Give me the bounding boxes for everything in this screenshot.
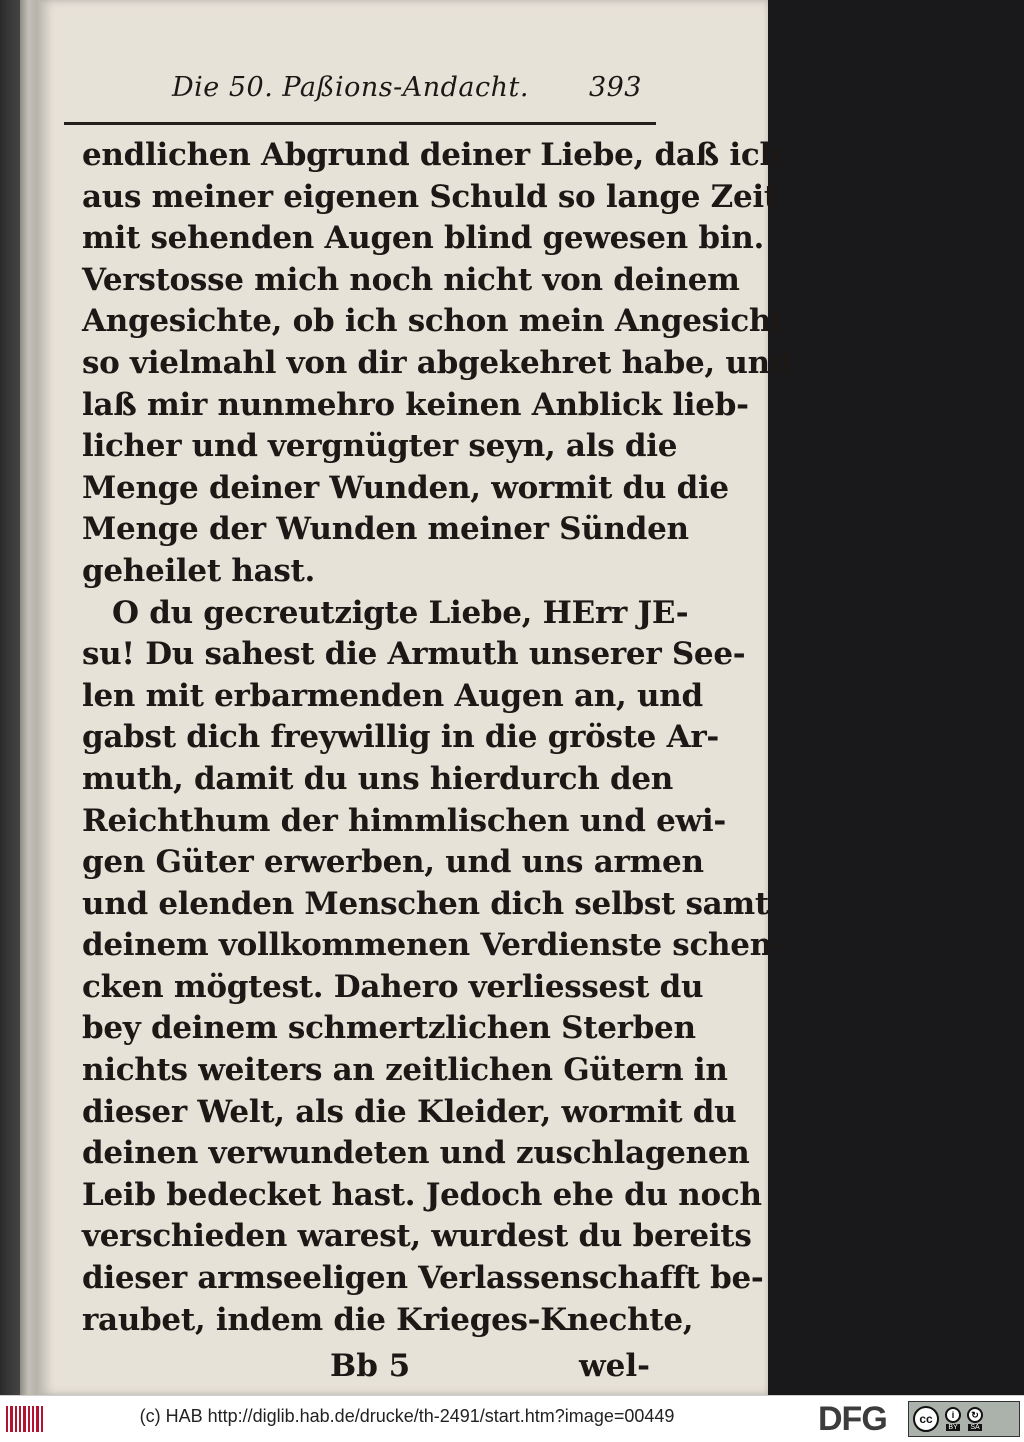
catchword: wel-: [578, 1348, 650, 1385]
text-line: Verstosse mich noch nicht von deinem: [82, 261, 740, 298]
text-line: bey deinem schmertzlichen Sterben: [82, 1010, 696, 1047]
running-head-title: Die 50. Paßions-Andacht.: [172, 72, 529, 103]
text-line: deinen verwundeten und zuschlagenen: [82, 1135, 750, 1172]
text-line: verschieden warest, wurdest du bereits: [82, 1218, 752, 1255]
text-line: nichts weiters an zeitlichen Gütern in: [82, 1052, 728, 1089]
text-line: Menge deiner Wunden, wormit du die: [82, 469, 729, 506]
text-line: geheilet hast.: [82, 552, 316, 589]
page-footer: [82, 1345, 650, 1387]
text-line: dieser Welt, als die Kleider, wormit du: [82, 1093, 737, 1130]
text-line: dieser armseeligen Verlassenschafft be-: [82, 1260, 764, 1297]
text-line: laß mir nunmehro keinen Anblick lieb-: [82, 386, 749, 423]
text-line: raubet, indem die Krieges-Knechte,: [82, 1301, 694, 1338]
text-line: mit sehenden Augen blind gewesen bin.: [82, 220, 764, 257]
text-line: gen Güter erwerben, und uns armen: [82, 844, 704, 881]
cc-license-badge[interactable]: [908, 1401, 1020, 1437]
cc-sa-icon: ↻ SA: [967, 1407, 983, 1431]
text-line: cken mögtest. Dahero verliessest du: [82, 968, 704, 1005]
text-line: aus meiner eigenen Schuld so lange Zeit: [82, 178, 778, 215]
text-line: gabst dich freywillig in die gröste Ar-: [82, 719, 719, 756]
text-line: so vielmahl von dir abgekehret habe, und: [82, 344, 792, 381]
text-line: Leib bedecket hast. Jedoch ehe du noch: [82, 1176, 762, 1213]
text-line: endlichen Abgrund deiner Liebe, daß ich: [82, 137, 782, 173]
page-number: 393: [588, 72, 642, 103]
cc-icon: cc: [913, 1406, 939, 1432]
text-line: Menge der Wunden meiner Sünden: [82, 511, 689, 548]
dfg-logo: DFG: [818, 1400, 887, 1438]
header-rule: [64, 122, 656, 125]
text-line: muth, damit du uns hierdurch den: [82, 760, 674, 797]
text-line: Angesichte, ob ich schon mein Angesicht: [82, 303, 786, 340]
signature-mark: Bb 5: [330, 1348, 411, 1385]
viewer-footer-bar: [0, 1395, 1024, 1442]
copyright-link[interactable]: (c) HAB http://diglib.hab.de/drucke/th-2491/start.htm?image=00449: [139, 1406, 675, 1426]
text-line: Reichthum der himmlischen und ewi-: [82, 802, 726, 839]
cc-by-icon: i BY: [945, 1407, 961, 1431]
text-line: deinem vollkommenen Verdienste schen-: [82, 927, 785, 964]
cc-by-label: BY: [948, 1424, 958, 1431]
cc-sa-label: SA: [970, 1424, 980, 1431]
text-line: su! Du sahest die Armuth unserer See-: [82, 636, 746, 673]
text-line: O du gecreutzigte Liebe, HErr JE-: [112, 594, 689, 631]
text-line: len mit erbarmenden Augen an, und: [82, 677, 703, 714]
page-text-block: [82, 72, 792, 1387]
book-page: [40, 0, 792, 1395]
text-line: licher und vergnügter seyn, als die: [82, 428, 678, 465]
text-line: und elenden Menschen dich selbst samt: [82, 885, 769, 922]
running-head: [82, 72, 650, 118]
